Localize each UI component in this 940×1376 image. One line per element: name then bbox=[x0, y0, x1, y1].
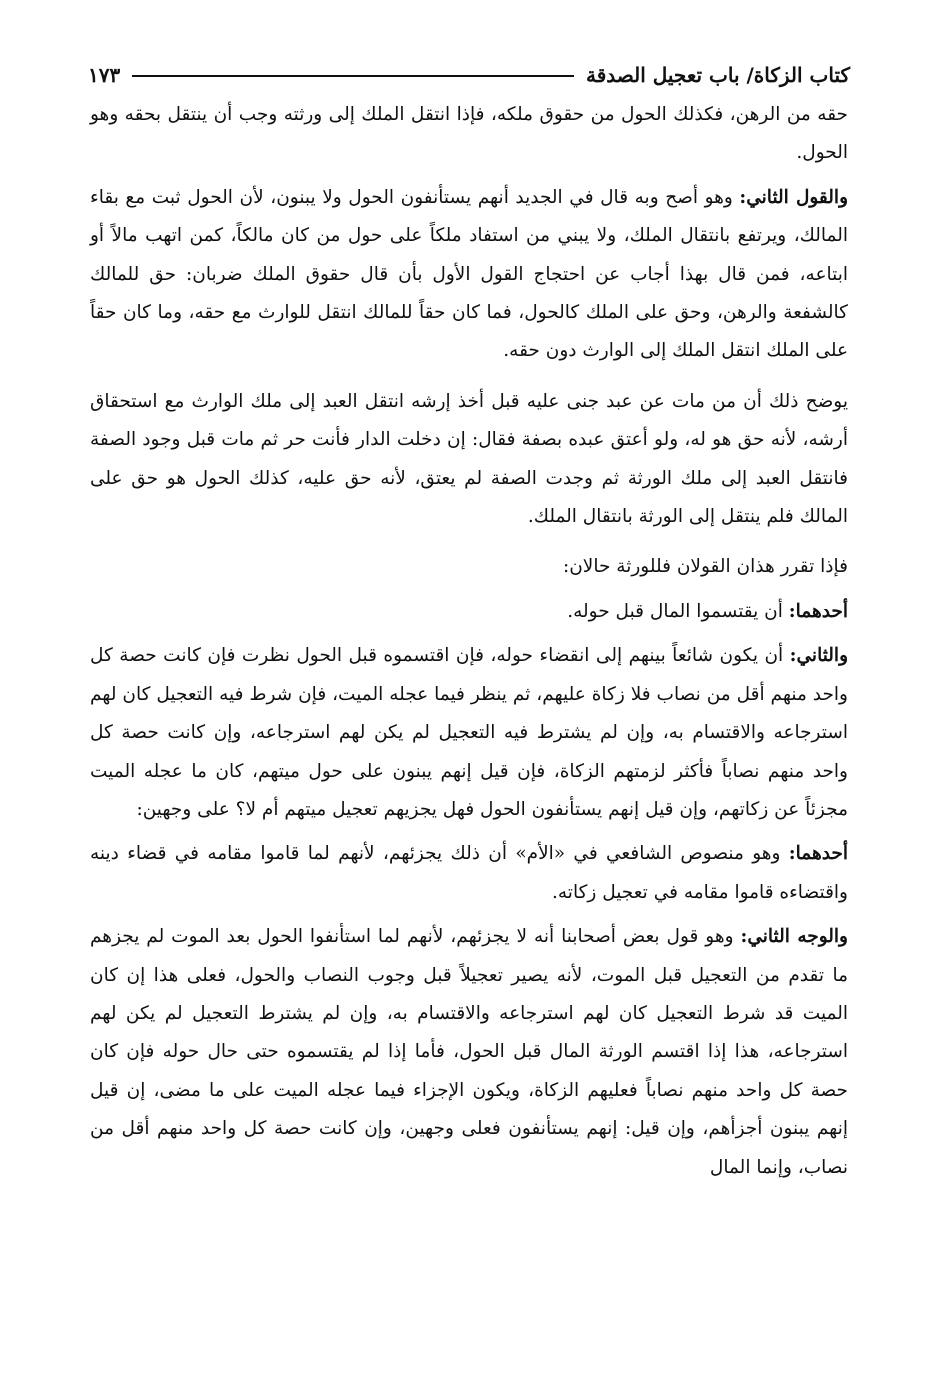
paragraph-text: وهو أصح وبه قال في الجديد أنهم يستأنفون الحول ولا يبنون، لأن الحول ثبت مع بقاء المالك، ويرتفع بانتقال الملك، ولا يبني من استفاد ملكاً على حول من كان مالكاً، كمن اتهب مالاً أو ابتاعه، فمن قال بهذا أجاب عن احتجاج القول الأول بأن قال حقوق الملك ضربان: حق للمالك كالشفعة والرهن، وحق على الملك كالحول، فما كان حقاً للمالك انتقل للوارث مع حقه، وما كان حقاً على الملك انتقل الملك إلى الوارث دون حقه. bbox=[90, 186, 848, 362]
page-number: ١٧٣ bbox=[88, 63, 121, 87]
paragraph-lead: والثاني: bbox=[789, 645, 848, 667]
paragraph-lead: والقول الثاني: bbox=[739, 186, 849, 208]
paragraph-text: يوضح ذلك أن من مات عن عبد جنى عليه قبل أخذ إرشه انتقل العبد إلى ملك الوارث مع استحقاق أرشه، لأنه حق هو له، ولو أعتق عبده بصفة فقال: إن دخلت الدار فأنت حر ثم مات قبل وجود الصفة فانتقل العبد إلى ملك الورثة ثم وجدت الصفة لم يعتق، لأنه حق عليه، كذلك الحول هو حق على المالك فلم ينتقل إلى الورثة بانتقال الملك. bbox=[90, 390, 848, 528]
paragraph bbox=[90, 593, 848, 631]
paragraph-text: حقه من الرهن، فكذلك الحول من حقوق ملكه، فإذا انتقل الملك إلى ورثته وجب أن ينتقل بحقه وهو الحول. bbox=[90, 104, 848, 164]
paragraph-lead: أحدهما: bbox=[788, 600, 848, 622]
paragraph bbox=[90, 96, 848, 173]
paragraph bbox=[90, 835, 848, 912]
header-rule bbox=[132, 75, 574, 77]
paragraph bbox=[90, 179, 848, 371]
paragraph-lead: والوجه الثاني: bbox=[740, 926, 848, 948]
paragraph-text: أن يقتسموا المال قبل حوله. bbox=[567, 600, 789, 622]
paragraph-lead: أحدهما: bbox=[788, 843, 848, 865]
paragraph-text: فإذا تقرر هذان القولان فللورثة حالان: bbox=[562, 556, 848, 578]
page-header bbox=[88, 56, 850, 90]
paragraph bbox=[90, 918, 848, 1187]
body-text bbox=[90, 96, 848, 1193]
paragraph-text: وهو قول بعض أصحابنا أنه لا يجزئهم، لأنهم لما استأنفوا الحول بعد الموت لم يجزهم ما تقدم من التعجيل قبل الموت، لأنه يصير تعجيلاً قبل وجوب النصاب والحول، فعلى هذا إن كان الميت قد شرط التعجيل كان لهم استرجاعه والاقتسام به، وإن لم يشترط التعجيل لم يكن لهم استرجاعه، هذا إذا اقتسم الورثة المال قبل الحول، فأما إذا لم يقتسموه حتى حال حوله فإن كان حصة كل واحد منهم نصاباً فعليهم الزكاة، ويكون الإجزاء فيما عجله الميت على ما مضى، إن قيل إنهم يبنون أجزأهم، وإن قيل: إنهم يستأنفون فعلى وجهين، وإن كانت حصة كل واحد منهم أقل من نصاب، وإنما المال bbox=[90, 926, 848, 1178]
paragraph-text: أن يكون شائعاً بينهم إلى انقضاء حوله، فإن اقتسموه قبل الحول نظرت فإن كانت حصة كل واحد منهم أقل من نصاب فلا زكاة عليهم، ثم ينظر فيما عجله الميت، فإن شرط فيه التعجيل كان لهم استرجاعه والاقتسام به، وإن لم يشترط فيه التعجيل لم يكن لهم استرجاعه، وإن كانت حصة كل واحد منهم نصاباً فأكثر لزمتهم الزكاة، فإن قيل إنهم يبنون على حول ميتهم، كان ما عجله الميت مجزئاً عن زكاتهم، وإن قيل إنهم يستأنفون الحول فهل يجزيهم تعجيل ميتهم أم لا؟ على وجهين: bbox=[90, 645, 848, 820]
paragraph-text: وهو منصوص الشافعي في «الأم» أن ذلك يجزئهم، لأنهم لما قاموا مقامه في قضاء دينه واقتضاءه قاموا مقامه في تعجيل زكاته. bbox=[90, 843, 848, 903]
paragraph bbox=[90, 548, 848, 586]
paragraph bbox=[90, 383, 848, 537]
paragraph bbox=[90, 637, 848, 829]
running-title: كتاب الزكاة/ باب تعجيل الصدقة bbox=[586, 63, 850, 87]
